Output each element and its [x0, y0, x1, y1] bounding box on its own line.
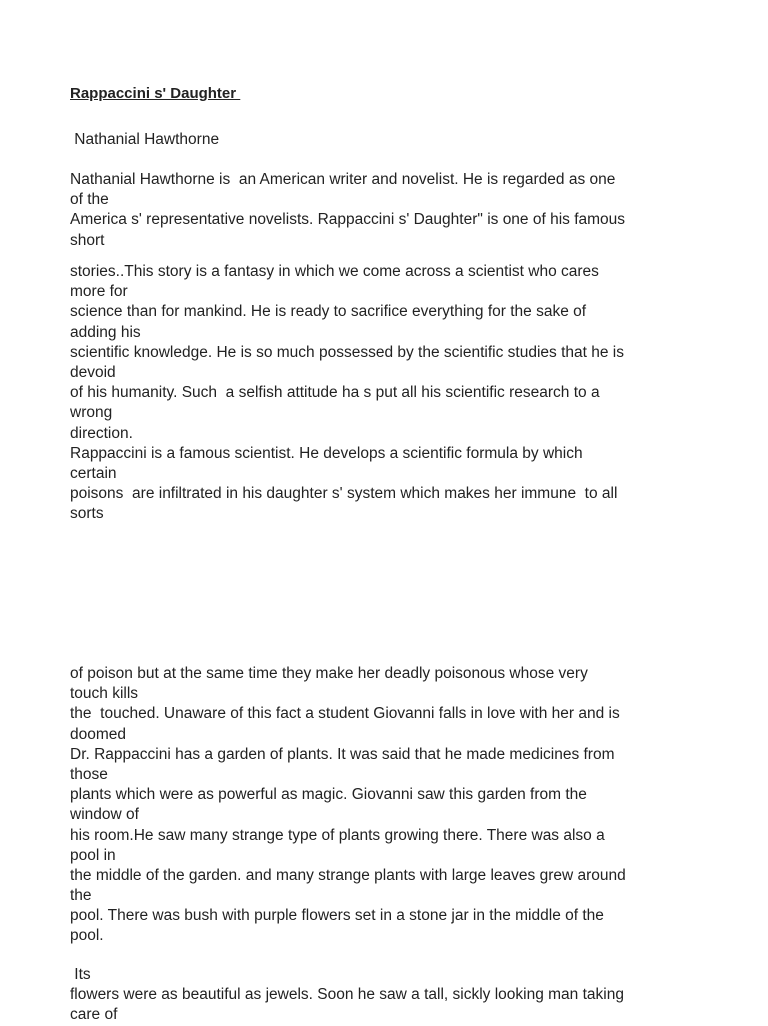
- paragraph-garden: [70, 664, 720, 947]
- text-line: pool. There was bush with purple flowers set in a stone jar in the middle of the: [70, 907, 604, 925]
- text-line: care of: [70, 1006, 118, 1024]
- paragraph-story: [70, 262, 720, 524]
- text-line: sorts: [70, 505, 104, 523]
- text-line: of his humanity. Such a selfish attitude ha s put all his scientific research to a: [70, 384, 600, 402]
- text-line: the: [70, 887, 92, 905]
- text-line: those: [70, 765, 108, 783]
- paragraph-intro: [70, 170, 720, 251]
- text-line: his room.He saw many strange type of plants growing there. There was also a: [70, 826, 605, 844]
- text-line: of poison but at the same time they make her deadly poisonous whose very: [70, 665, 588, 682]
- text-line: Rappaccini is a famous scientist. He develops a scientific formula by which: [70, 444, 583, 462]
- text-line: poisons are infiltrated in his daughter s' system which makes her immune to all: [70, 485, 618, 503]
- author-line: Nathanial Hawthorne: [70, 131, 220, 148]
- text-line: touch kills: [70, 685, 139, 703]
- text-line: adding his: [70, 323, 141, 341]
- text-line: of the: [70, 191, 109, 209]
- text-line: science than for mankind. He is ready to sacrifice everything for the sake of: [70, 303, 587, 321]
- text-line: flowers were as beautiful as jewels. Soon he saw a tall, sickly looking man taking: [70, 986, 624, 1004]
- text-line: scientific knowledge. He is so much possessed by the scientific studies that he is: [70, 343, 624, 361]
- document-title: Rappaccini s' Daughter: [70, 85, 241, 102]
- text-line: wrong: [70, 404, 113, 422]
- text-line: plants which were as powerful as magic. Giovanni saw this garden from the: [70, 786, 587, 804]
- text-line: the touched. Unaware of this fact a student Giovanni falls in love with her and is: [70, 705, 620, 723]
- text-line: short: [70, 231, 105, 249]
- text-line: the middle of the garden. and many strange plants with large leaves grew around: [70, 866, 626, 884]
- text-line: pool in: [70, 846, 116, 864]
- paragraph-flowers: [70, 965, 720, 1026]
- text-line: stories..This story is a fantasy in which we come across a scientist who cares: [70, 263, 599, 280]
- text-line: certain: [70, 464, 117, 482]
- text-line: window of: [70, 806, 139, 824]
- text-line: devoid: [70, 363, 116, 381]
- text-line: America s' representative novelists. Rappaccini s' Daughter" is one of his famous: [70, 211, 626, 229]
- text-line: direction.: [70, 424, 133, 442]
- text-line: doomed: [70, 725, 127, 743]
- text-line: pool.: [70, 927, 104, 945]
- text-line: Dr. Rappaccini has a garden of plants. It was said that he made medicines from: [70, 745, 615, 763]
- text-line: Its: [70, 966, 91, 983]
- text-line: more for: [70, 283, 128, 301]
- text-line: Nathanial Hawthorne is an American writer and novelist. He is regarded as one: [70, 171, 616, 188]
